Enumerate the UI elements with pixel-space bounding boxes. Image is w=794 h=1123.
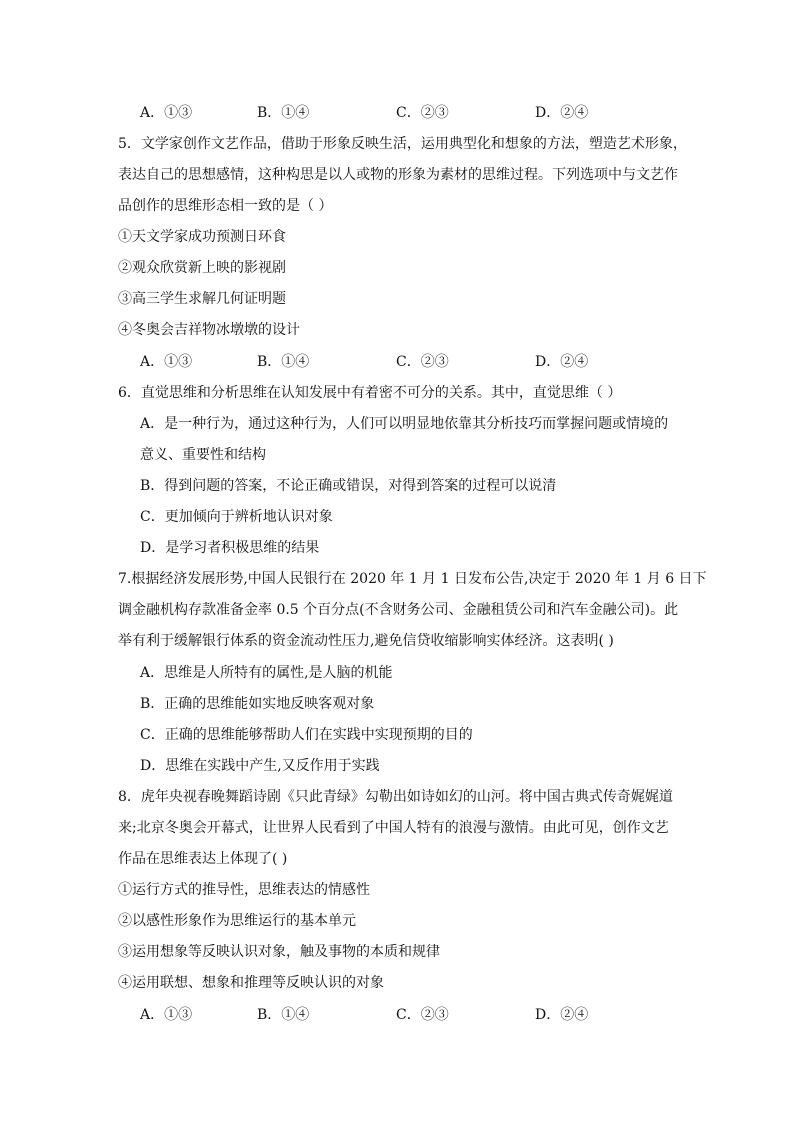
q5-options-row [0,353,794,371]
q5-stem-line-1: 5．文学家创作文艺作品，借助于形象反映生活，运用典型化和想象的方法，塑造艺术形象， [118,136,687,152]
q5-stem-line-3: 品创作的思维形态相一致的是（ ） [118,198,333,214]
q8-option-d: D．②④ [535,1007,589,1023]
option-b: B．①④ [257,105,310,121]
q7-stem-line-3: 举有利于缓解银行体系的资金流动性压力,避免信贷收缩影响实体经济。这表明( ) [118,633,614,649]
q8-item-1: ①运行方式的推导性，思维表达的情感性 [118,882,370,898]
q7-option-d: D．思维在实践中产生,又反作用于实践 [140,758,380,774]
q8-stem-line-3: 作品在思维表达上体现了( ) [118,851,288,867]
q7-stem-line-2: 调金融机构存款准备金率 0.5 个百分点(不含财务公司、金融租赁公司和汽车金融公司)。此 [118,602,679,618]
q8-option-c: C．②③ [396,1007,449,1023]
q5-item-1: ①天文学家成功预测日环食 [118,229,286,245]
q8-stem-line-2: 来;北京冬奥会开幕式，让世界人民看到了中国人特有的浪漫与激情。由此可见，创作文艺 [118,820,669,836]
q5-stem-line-2: 表达自己的思想感情，这种构思是以人或物的形象为素材的思维过程。下列选项中与文艺作 [118,167,678,183]
q8-item-4: ④运用联想、想象和推理等反映认识的对象 [118,975,384,991]
option-a: A．①③ [140,105,193,121]
q6-option-c: C．更加倾向于辨析地认识对象 [140,509,333,525]
q8-option-b: B．①④ [257,1007,310,1023]
q6-stem: 6．直觉思维和分析思维在认知发展中有着密不可分的关系。其中，直觉思维（ ） [118,385,622,401]
q6-option-a-line-2: 意义、重要性和结构 [140,447,266,463]
q6-option-b: B．得到问题的答案，不论正确或错误，对得到答案的过程可以说清 [140,478,557,494]
option-c: C．②③ [396,105,449,121]
q7-option-c: C．正确的思维能够帮助人们在实践中实现预期的目的 [140,727,473,743]
q8-stem-line-1: 8．虎年央视春晚舞蹈诗剧《只此青绿》勾勒出如诗如幻的山河。将中国古典式传奇娓娓道 [118,789,673,805]
q8-option-a: A．①③ [140,1007,193,1023]
q8-item-2: ②以感性形象作为思维运行的基本单元 [118,913,356,929]
q6-option-d: D．是学习者积极思维的结果 [140,540,320,556]
q8-item-3: ③运用想象等反映认识对象，触及事物的本质和规律 [118,944,440,960]
q5-item-3: ③高三学生求解几何证明题 [118,291,286,307]
q5-option-a: A．①③ [140,354,193,370]
q8-options-row [0,1006,794,1024]
q5-option-d: D．②④ [535,354,589,370]
top-options-row [0,104,794,122]
q6-option-a-line-1: A．是一种行为，通过这种行为，人们可以明显地依靠其分析技巧而掌握问题或情境的 [140,416,669,432]
q7-stem-line-1: 7.根据经济发展形势,中国人民银行在 2020 年 1 月 1 日发布公告,决定于 2020 年 1 月 6 日下 [118,571,707,587]
q7-option-b: B．正确的思维能如实地反映客观对象 [140,696,375,712]
option-d: D．②④ [535,105,589,121]
q5-option-c: C．②③ [396,354,449,370]
q5-item-4: ④冬奥会吉祥物冰墩墩的设计 [118,322,300,338]
q5-option-b: B．①④ [257,354,310,370]
q7-option-a: A．思维是人所特有的属性,是人脑的机能 [140,665,393,681]
q5-item-2: ②观众欣赏新上映的影视剧 [118,260,286,276]
